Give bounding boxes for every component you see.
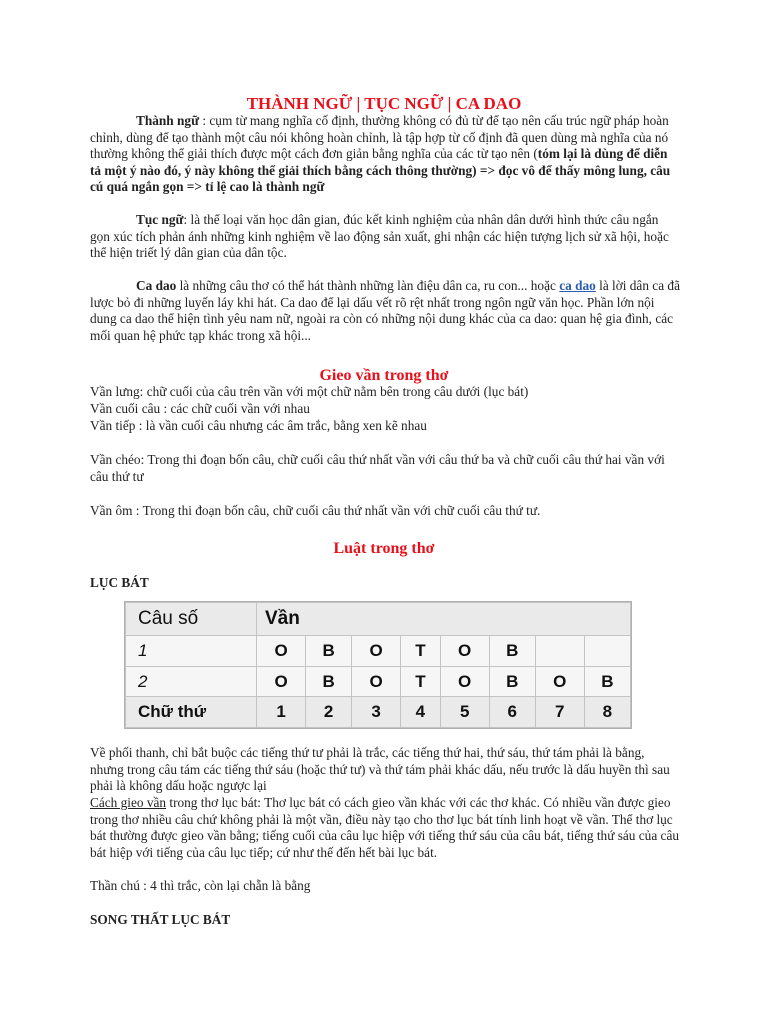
- table-cell: T: [401, 666, 440, 697]
- table-cell: B: [306, 636, 352, 667]
- cach-gieo-label: Cách gieo vần: [90, 795, 167, 810]
- van-cheo-paragraph: Vần chéo: Trong thi đoạn bốn câu, chữ cuối câu thứ nhất vần với câu thứ ba và chữ cuối câu thứ hai vần với câu thứ tư: [90, 452, 665, 484]
- than-chu-line: Thần chú : 4 thì trắc, còn lại chẵn là bằng: [90, 878, 311, 893]
- table-cell: B: [489, 636, 535, 667]
- table-cell: O: [440, 666, 489, 697]
- table-footer-cell: 3: [352, 697, 401, 728]
- table-cell: O: [352, 666, 401, 697]
- table-cell: O: [257, 636, 306, 667]
- table-footer-cell: 4: [401, 697, 440, 728]
- table-footer-cell: 5: [440, 697, 489, 728]
- tuc-ngu-paragraph: [90, 212, 680, 262]
- table-footer-row: [126, 697, 631, 728]
- ca-dao-link[interactable]: ca dao: [559, 278, 596, 293]
- van-lung-line: Vần lưng: chữ cuối của câu trên vần với một chữ nằm bên trong câu dưới (lục bát): [90, 384, 529, 399]
- table-row: [126, 666, 631, 697]
- row-label: 1: [126, 636, 257, 667]
- tuc-ngu-text: : là thể loại văn học dân gian, đúc kết kinh nghiệm của nhân dân dưới hình thức câu ngắn gọn xúc tích phản ánh những kinh nghiệm về lao động sản xuất, ghi nhận các hiện tượng lịch sử xã hội, hoặc thể hiện triết lý dân gian của dân tộc.: [90, 212, 669, 261]
- cach-gieo-paragraph: [90, 795, 680, 861]
- van-cuoi-line: Vần cuối câu : các chữ cuối vần với nhau: [90, 401, 310, 416]
- table-header-label: Câu số: [126, 603, 257, 636]
- cach-gieo-text: trong thơ lục bát: Thơ lục bát có cách gieo vần khác với các thơ khác. Có nhiều vần được gieo trong thơ nhiều câu chứ không phải là một vần, điều này tạo cho thơ lục bát tính linh hoạt về vần. Thể thơ lục bát thường được gieo vần bằng; tiếng cuối của câu lục hiệp với tiếng thứ sáu của câu bát, tiếng thứ sáu của câu bát hiệp với tiếng của câu lục tiếp; cứ như thế đến hết bài lục bát.: [90, 795, 679, 860]
- ca-dao-paragraph: [90, 278, 680, 344]
- table-cell: [584, 636, 630, 667]
- table-row: [126, 636, 631, 667]
- table-cell: B: [306, 666, 352, 697]
- table-cell: T: [401, 636, 440, 667]
- table-cell: O: [440, 636, 489, 667]
- page-title: THÀNH NGỮ | TỤC NGỮ | CA DAO: [246, 94, 522, 113]
- luc-bat-heading: LỤC BÁT: [90, 575, 149, 590]
- table-cell: O: [257, 666, 306, 697]
- table-header-value: Vần: [257, 603, 631, 636]
- table-cell: O: [535, 666, 584, 697]
- table-cell: [535, 636, 584, 667]
- table-cell: B: [584, 666, 630, 697]
- thanh-ngu-bold-text: tóm lại là dùng để diễn tả một ý nào đó, ý này không thể giải thích bằng cách thông thường) => đọc vô để thấy mông lung, câu cú quá ngắn gọn => tỉ lệ cao là thành ngữ: [90, 146, 671, 195]
- gieo-van-heading: Gieo vần trong thơ: [319, 367, 449, 384]
- ca-dao-text-before: là những câu thơ có thể hát thành những làn điệu dân ca, ru con... hoặc: [176, 278, 560, 293]
- thanh-ngu-term: Thành ngữ: [136, 113, 200, 128]
- ca-dao-term: Ca dao: [136, 278, 177, 293]
- table-footer-label: Chữ thứ: [126, 697, 257, 728]
- ca-dao-text-after: là lời dân ca đã lược bỏ đi những luyến láy khi hát. Ca dao để lại dấu vết rõ rệt nhất trong ngôn ngữ văn học. Phần lớn nội dung ca dao thể hiện tình yêu nam nữ, ngoài ra còn có những nội dung khác của ca dao: quan hệ gia đình, các mối quan hệ phức tạp khác trong xã hội...: [90, 278, 680, 343]
- table-footer-cell: 2: [306, 697, 352, 728]
- tuc-ngu-term: Tục ngữ: [136, 212, 184, 227]
- table-footer-cell: 8: [584, 697, 630, 728]
- luat-heading: Luật trong thơ: [333, 540, 435, 557]
- table-cell: O: [352, 636, 401, 667]
- table-footer-cell: 6: [489, 697, 535, 728]
- table-footer-cell: 7: [535, 697, 584, 728]
- table-header-row: [126, 603, 631, 636]
- row-label: 2: [126, 666, 257, 697]
- thanh-ngu-paragraph: [90, 113, 680, 196]
- thanh-ngu-text: : cụm từ mang nghĩa cố định, thường không có đủ từ để tạo nên cấu trúc ngữ pháp hoàn chỉnh, dùng để tạo thành một câu nói không hoàn chỉnh, là tập hợp từ cố định đã quen dùng mà nghĩa của nó thường không thể giải thích được một cách đơn giản bằng nghĩa của các từ tạo nên (: [90, 113, 669, 162]
- luc-bat-table: [124, 601, 632, 729]
- van-om-line: Vần ôm : Trong thi đoạn bốn câu, chữ cuối câu thứ nhất vần với chữ cuối câu thứ tư.: [90, 503, 541, 518]
- phoi-thanh-paragraph: Về phối thanh, chỉ bắt buộc các tiếng thứ tư phải là trắc, các tiếng thứ hai, thứ sáu, thứ tám phải là bằng, nhưng trong câu tám các tiếng thứ sáu (hoặc thứ tư) và thứ tám phải khác dấu, nếu trước là dấu huyền thì sau phải là không dấu hoặc ngược lại: [90, 745, 670, 794]
- van-tiep-line: Vần tiếp : là vần cuối câu nhưng các âm trắc, bằng xen kẽ nhau: [90, 418, 427, 433]
- table-cell: B: [489, 666, 535, 697]
- table-footer-cell: 1: [257, 697, 306, 728]
- song-that-heading: SONG THẤT LỤC BÁT: [90, 912, 231, 927]
